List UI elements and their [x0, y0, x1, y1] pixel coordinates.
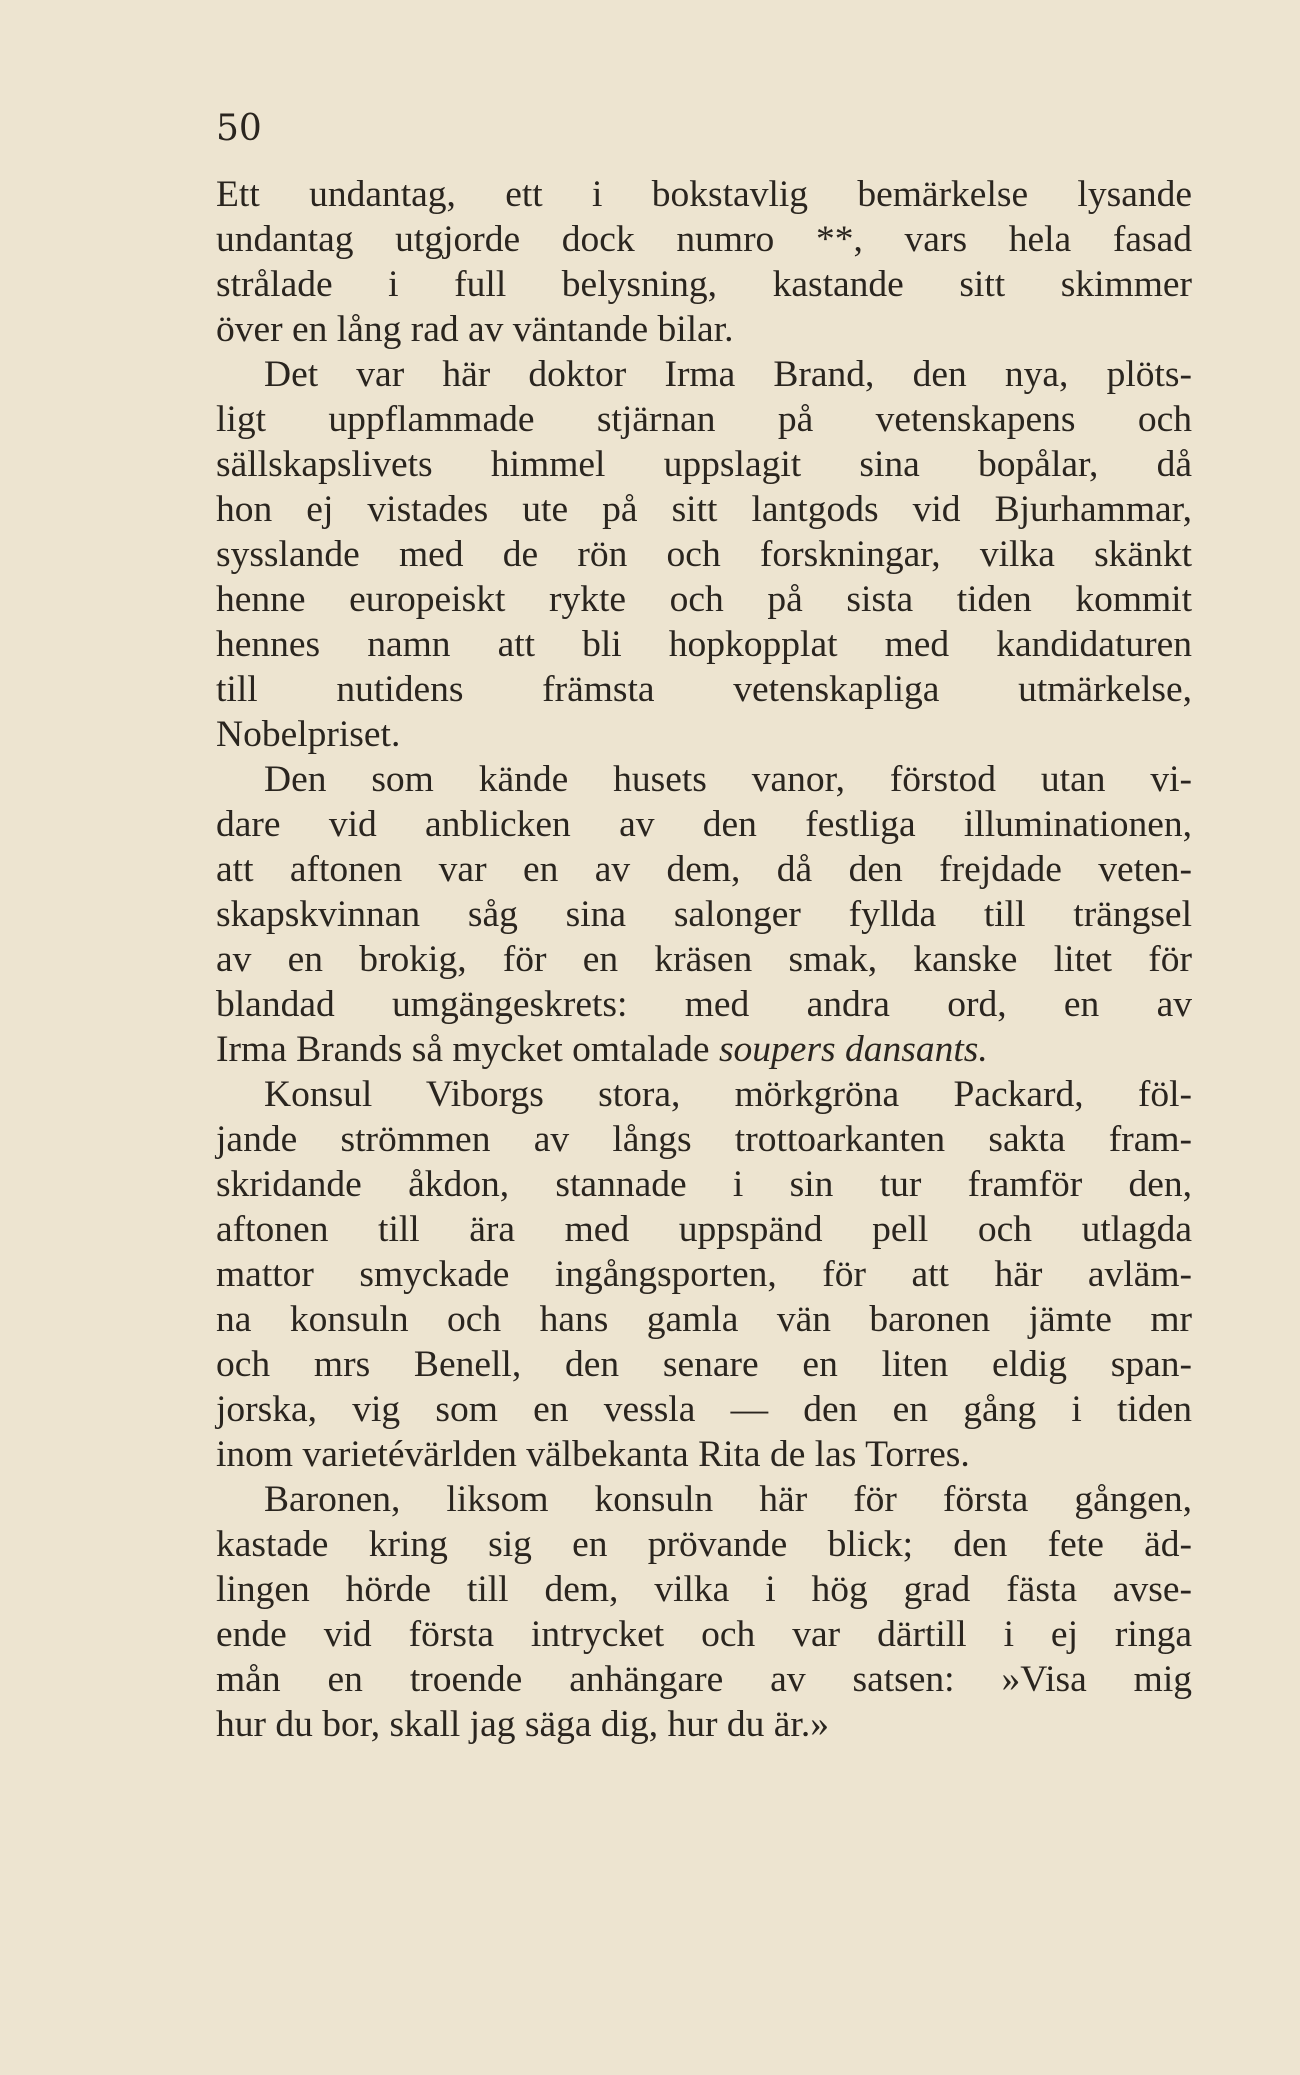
- text-line: att aftonen var en av dem, då den frejdade veten-: [216, 849, 1192, 890]
- text-line: över en lång rad av väntande bilar.: [216, 309, 734, 350]
- text-line: strålade i full belysning, kastande sitt skimmer: [216, 264, 1192, 305]
- text-line: mån en troende anhängare av satsen: »Visa mig: [216, 1659, 1192, 1700]
- text-line: henne europeiskt rykte och på sista tiden kommit: [216, 579, 1192, 620]
- text-line: Baronen, liksom konsuln här för första gången,: [264, 1479, 1192, 1520]
- text-line: till nutidens främsta vetenskapliga utmärkelse,: [216, 669, 1192, 710]
- text-line: Ett undantag, ett i bokstavlig bemärkelse lysande: [216, 174, 1192, 215]
- paragraph-4: [216, 1072, 1192, 1477]
- page-number: 50: [216, 108, 262, 149]
- paragraph-3: [216, 757, 1192, 1072]
- text-line: blandad umgängeskrets: med andra ord, en av: [216, 984, 1192, 1025]
- text-line: jorska, vig som en vessla — den en gång i tiden: [216, 1389, 1192, 1430]
- text-line: Konsul Viborgs stora, mörkgröna Packard, föl-: [264, 1074, 1192, 1115]
- text-run: Irma Brands så mycket omtalade: [216, 1029, 719, 1070]
- text-line: hur du bor, skall jag säga dig, hur du är.»: [216, 1704, 829, 1745]
- text-line: hon ej vistades ute på sitt lantgods vid Bjurhammar,: [216, 489, 1192, 530]
- text-line: ligt uppflammade stjärnan på vetenskapens och: [216, 399, 1192, 440]
- text-line: Den som kände husets vanor, förstod utan vi-: [264, 759, 1192, 800]
- text-line: undantag utgjorde dock numro **, vars hela fasad: [216, 219, 1192, 260]
- text-line: skapskvinnan såg sina salonger fyllda till trängsel: [216, 894, 1192, 935]
- text-line: jande strömmen av långs trottoarkanten sakta fram-: [216, 1119, 1192, 1160]
- text-line: [216, 1027, 1192, 1072]
- body-text: [216, 172, 1192, 1747]
- italic-phrase: soupers dansants.: [718, 1029, 988, 1070]
- text-line: ende vid första intrycket och var därtill i ej ringa: [216, 1614, 1192, 1655]
- paragraph-5: [216, 1477, 1192, 1747]
- text-line: dare vid anblicken av den festliga illuminationen,: [216, 804, 1192, 845]
- paragraph-1: [216, 172, 1192, 352]
- text-line: kastade kring sig en prövande blick; den fete äd-: [216, 1524, 1192, 1565]
- text-line: inom varietévärlden välbekanta Rita de las Torres.: [216, 1434, 970, 1475]
- text-line: Det var här doktor Irma Brand, den nya, plöts-: [264, 354, 1192, 395]
- text-line: sysslande med de rön och forskningar, vilka skänkt: [216, 534, 1192, 575]
- text-line: sällskapslivets himmel uppslagit sina bopålar, då: [216, 444, 1192, 485]
- text-line: hennes namn att bli hopkopplat med kandidaturen: [216, 624, 1192, 665]
- text-line: na konsuln och hans gamla vän baronen jämte mr: [216, 1299, 1192, 1340]
- text-line: av en brokig, för en kräsen smak, kanske litet för: [216, 939, 1192, 980]
- text-line: och mrs Benell, den senare en liten eldig span-: [216, 1344, 1192, 1385]
- text-line: Nobelpriset.: [216, 714, 401, 755]
- paragraph-2: [216, 352, 1192, 757]
- text-line: mattor smyckade ingångsporten, för att här avläm-: [216, 1254, 1192, 1295]
- text-line: skridande åkdon, stannade i sin tur framför den,: [216, 1164, 1192, 1205]
- text-line: lingen hörde till dem, vilka i hög grad fästa avse-: [216, 1569, 1192, 1610]
- text-line: aftonen till ära med uppspänd pell och utlagda: [216, 1209, 1192, 1250]
